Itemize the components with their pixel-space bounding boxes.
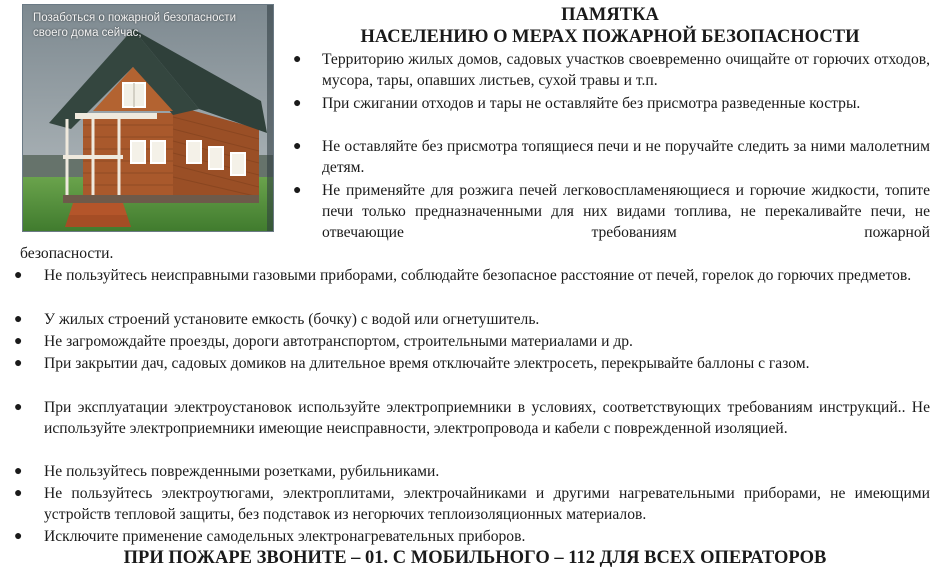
bullet-icon: ● (14, 400, 23, 415)
list-item-continuation: безопасности. (20, 245, 114, 262)
list-item (293, 136, 930, 178)
bullet-icon: ● (14, 334, 23, 349)
list-item-text: Территорию жилых домов, садовых участков своевременно очищайте от горючих отходов, мусора, тары, опавших листьев, сухой травы и т.п. (322, 51, 930, 89)
list-item (293, 93, 930, 114)
emergency-phone-footer: ПРИ ПОЖАРЕ ЗВОНИТЕ – 01. С МОБИЛЬНОГО – 112 ДЛЯ ВСЕХ ОПЕРАТОРОВ (123, 548, 827, 568)
bullet-icon: ● (14, 356, 23, 371)
list-item (14, 526, 930, 547)
list-item (14, 265, 930, 286)
list-item-text: Исключите применение самодельных электронагревательных приборов. (44, 528, 526, 545)
list-item-text: У жилых строений установите емкость (бочку) с водой или огнетушитель. (44, 311, 540, 328)
bullet-icon: ● (14, 464, 23, 479)
list-item (293, 180, 930, 243)
bullet-icon: ● (14, 529, 23, 544)
bullet-icon: ● (14, 268, 23, 283)
bullet-icon: ● (14, 312, 23, 327)
bullet-icon: ● (14, 486, 23, 501)
house-photo (22, 4, 274, 232)
list-item-text: Не пользуйтесь поврежденными розетками, рубильниками. (44, 463, 440, 480)
list-item-text: Не оставляйте без присмотра топящиеся печи и не поручайте следить за ними малолетним детям. (322, 138, 930, 176)
list-item-text: Не применяйте для розжига печей легковоспламеняющиеся и горючие жидкости, топите печи только предназначенными для них видами топлива, не перекаливайте печи, не отвечающие требованиям пожарной (322, 182, 930, 241)
list-item-text: Не пользуйтесь электроутюгами, электроплитами, электрочайниками и другими нагревательными приборами, не имеющими устройств тепловой защиты, без подставок из негорючих теплоизоляционных материалов. (44, 485, 930, 523)
list-item (14, 397, 930, 439)
list-item-text: При эксплуатации электроустановок используйте электроприемники в условиях, соответствующих требованиям инструкций.. Не используйте электроприемники имеющие неисправности, электропровода и кабели с поврежденной изоляцией. (44, 399, 930, 437)
list-item (14, 461, 930, 482)
list-item (14, 309, 930, 330)
bullet-icon: ● (293, 183, 302, 198)
memo-subtitle: НАСЕЛЕНИЮ О МЕРАХ ПОЖАРНОЙ БЕЗОПАСНОСТИ (360, 27, 860, 47)
list-item-text: При сжигании отходов и тары не оставляйте без присмотра разведенные костры. (322, 95, 861, 112)
list-item (293, 49, 930, 91)
list-item (14, 331, 930, 352)
memo-title: ПАМЯТКА (561, 5, 659, 25)
list-item-text: Не пользуйтесь неисправными газовыми приборами, соблюдайте безопасное расстояние от печей, горелок до горючих предметов. (44, 267, 912, 284)
list-item (14, 483, 930, 525)
list-item (14, 353, 930, 374)
bullet-icon: ● (293, 139, 302, 154)
list-item-text: Не загромождайте проезды, дороги автотранспортом, строительными материалами и др. (44, 333, 633, 350)
photo-caption: Позаботься о пожарной безопасности своего дома сейчас, (33, 12, 236, 39)
list-item-text: При закрытии дач, садовых домиков на длительное время отключайте электросеть, перекрывайте баллоны с газом. (44, 355, 810, 372)
bullet-icon: ● (293, 52, 302, 67)
bullet-icon: ● (293, 96, 302, 111)
